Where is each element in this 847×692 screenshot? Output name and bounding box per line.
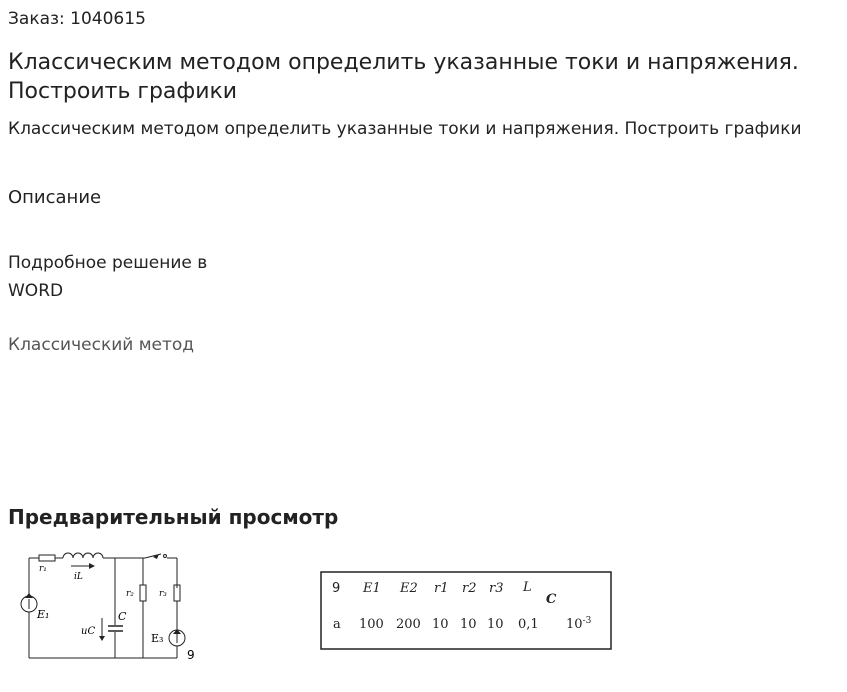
table-header-1: E1 [363, 581, 381, 596]
preview-heading: Предварительный просмотр [8, 505, 339, 529]
table-header-4: r2 [462, 581, 477, 596]
table-header-3: r1 [434, 581, 449, 596]
label-r2: r₂ [126, 589, 134, 599]
table-cell-1: 100 [359, 617, 384, 632]
table-cell-0: a [333, 617, 341, 632]
table-cell-3: 10 [432, 617, 449, 632]
label-e1: E₁ [37, 608, 50, 621]
table-cell-7 [566, 616, 592, 632]
circuit-diagram [15, 548, 205, 670]
label-e3: E₃ [151, 632, 164, 645]
circuit-number: 9 [187, 648, 195, 662]
page-title: Классическим методом определить указанные токи и напряжения. Построить графики [8, 50, 799, 104]
page-subtitle: Классическим методом определить указанные токи и напряжения. Построить графики [8, 119, 802, 139]
label-r1: r₁ [39, 564, 47, 574]
table-header-6: L [523, 580, 532, 595]
resistor-r2 [140, 585, 146, 601]
table-cell-5: 10 [487, 617, 504, 632]
table-header-7: C [546, 592, 557, 607]
c-value-exp: -3 [582, 616, 592, 626]
table-cell-4: 10 [460, 617, 477, 632]
description-heading: Описание [8, 187, 102, 208]
order-number: Заказ: 1040615 [8, 9, 146, 29]
label-il: iL [74, 572, 83, 582]
resistor-r1 [39, 555, 55, 561]
table-cell-2: 200 [396, 617, 421, 632]
c-value-base: 10 [566, 617, 583, 632]
label-c: C [118, 610, 127, 623]
description-body: Подробное решение в WORD [8, 253, 208, 301]
table-header-2: E2 [400, 581, 418, 596]
label-r3: r₃ [159, 589, 167, 599]
inductor-l [63, 553, 103, 558]
table-header-5: r3 [489, 581, 504, 596]
table-cell-6: 0,1 [518, 617, 539, 632]
parameter-table [320, 571, 614, 652]
label-uc: uC [81, 626, 96, 637]
method-tag[interactable]: Классический метод [8, 335, 195, 355]
table-header-0: 9 [332, 581, 341, 596]
